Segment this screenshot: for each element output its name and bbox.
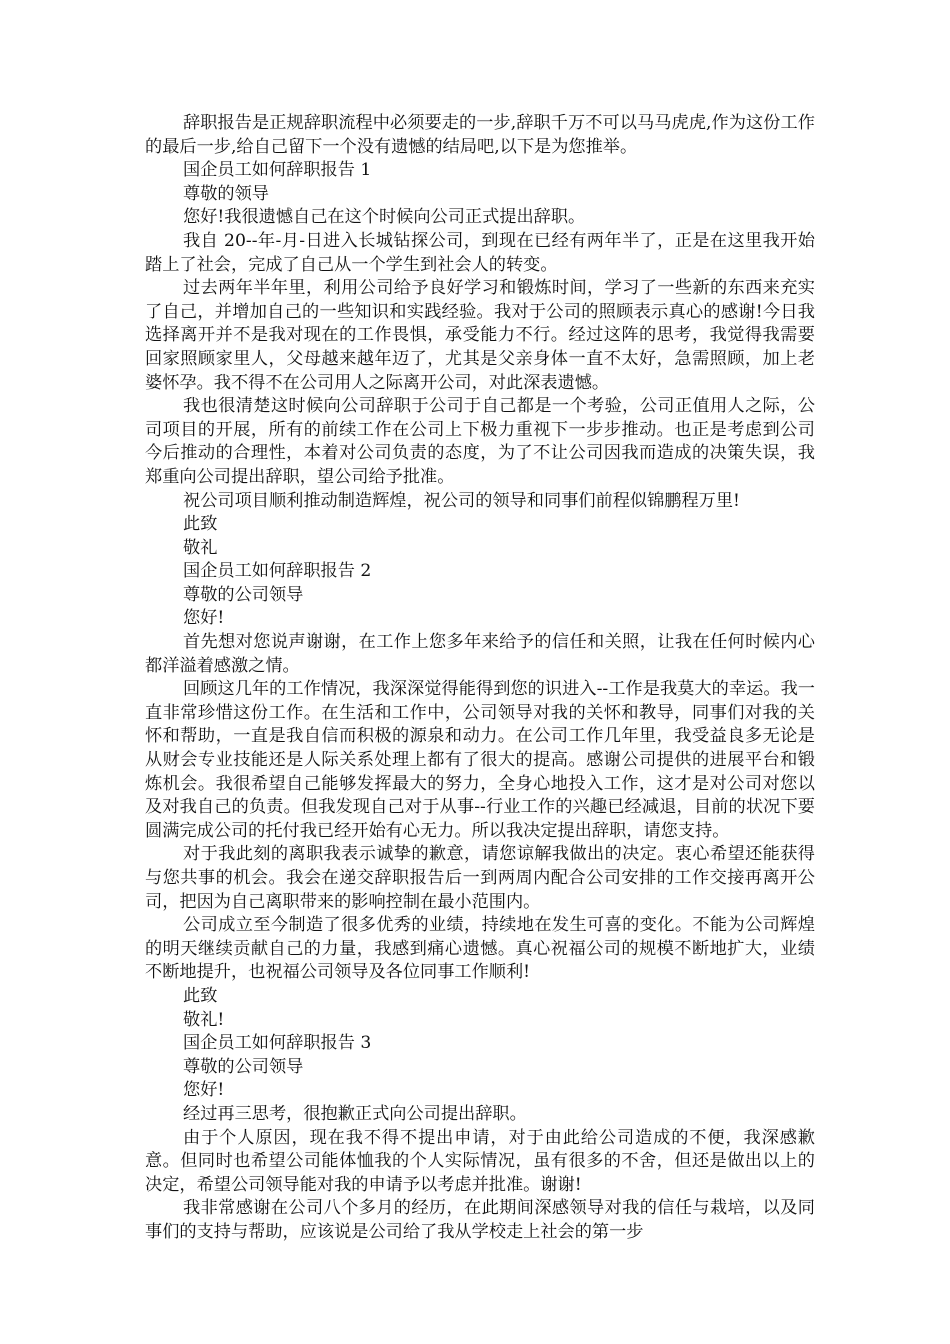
body-paragraph: 公司成立至今制造了很多优秀的业绩，持续地在发生可喜的变化。不能为公司辉煌的明天继续贡献自己的力量，我感到痛心遗憾。真心祝福公司的规模不断地扩大，业绩不断地提升，也祝福公司领导及各位同事工作顺利! (145, 915, 815, 983)
body-paragraph: 我也很清楚这时候向公司辞职于公司于自己都是一个考验，公司正值用人之际，公司项目的开展，所有的前续工作在公司上下极力重视下一步步推动。也正是考虑到公司今后推动的合理性，本着对公司负责的态度，为了不让公司因我而造成的决策失误，我郑重向公司提出辞职，望公司给予批准。 (145, 396, 815, 487)
greeting-line: 您好! (183, 608, 225, 629)
body-paragraph: 经过再三思考，很抱歉正式向公司提出辞职。 (183, 1103, 527, 1124)
greeting-line: 您好! (183, 1080, 225, 1101)
body-paragraph: 我自 20--年-月-日进入长城钻探公司，到现在已经有两年半了，正是在这里我开始踏上了社会，完成了自己从一个学生到社会人的转变。 (145, 230, 815, 275)
body-paragraph: 对于我此刻的离职我表示诚挚的歉意，请您谅解我做出的决定。衷心希望还能获得与您共事的机会。我会在递交辞职报告后一到两周内配合公司安排的工作交接再离开公司，把因为自己离职带来的影响控制在最小范围内。 (145, 844, 815, 912)
document-page (145, 112, 815, 1245)
closing-line: 此致 (183, 985, 218, 1006)
body-paragraph: 过去两年半年里，利用公司给予良好学习和锻炼时间，学习了一些新的东西来充实了自己，并增加自己的一些知识和实践经验。我对于公司的照顾表示真心的感谢!今日我选择离开并不是我对现在的工作畏惧，承受能力不行。经过这阵的思考，我觉得我需要回家照顾家里人，父母越来越年迈了，尤其是父亲身体一直不太好，急需照顾，加上老婆怀孕。我不得不在公司用人之际离开公司，对此深表遗憾。 (145, 278, 815, 393)
section-title-1: 国企员工如何辞职报告 1 (183, 160, 372, 181)
body-paragraph: 我非常感谢在公司八个多月的经历，在此期间深感领导对我的信任与栽培，以及同事们的支持与帮助，应该说是公司给了我从学校走上社会的第一步 (145, 1198, 815, 1242)
closing-line: 敬礼! (183, 1009, 225, 1030)
body-paragraph: 首先想对您说声谢谢，在工作上您多年来给予的信任和关照，让我在任何时候内心都洋溢着感激之情。 (145, 632, 815, 676)
closing-line: 敬礼 (183, 537, 218, 558)
body-paragraph: 祝公司项目顺利推动制造辉煌，祝公司的领导和同事们前程似锦鹏程万里! (183, 490, 740, 511)
closing-line: 此致 (183, 514, 218, 535)
body-paragraph: 由于个人原因，现在我不得不提出申请，对于由此给公司造成的不便，我深感歉意。但同时也希望公司能体恤我的个人实际情况，虽有很多的不舍，但还是做出以上的决定，希望公司领导能对我的申请予以考虑并批准。谢谢! (145, 1127, 815, 1195)
section-title-3: 国企员工如何辞职报告 3 (183, 1033, 372, 1054)
intro-paragraph: 辞职报告是正规辞职流程中必须要走的一步,辞职千万不可以马马虎虎,作为这份工作的最后一步,给自己留下一个没有遗憾的结局吧,以下是为您推举。 (145, 113, 815, 157)
section-title-2: 国企员工如何辞职报告 2 (183, 561, 372, 582)
salutation-3: 尊敬的公司领导 (183, 1056, 304, 1077)
salutation-2: 尊敬的公司领导 (183, 584, 304, 605)
salutation-1: 尊敬的领导 (183, 183, 269, 204)
body-paragraph: 您好!我很遗憾自己在这个时候向公司正式提出辞职。 (183, 207, 586, 228)
body-paragraph: 回顾这几年的工作情况，我深深觉得能得到您的识进入--工作是我莫大的幸运。我一直非常珍惜这份工作。在生活和工作中，公司领导对我的关怀和教导，同事们对我的关怀和帮助，一直是我自信而积极的源泉和动力。在公司工作几年里，我受益良多无论是从财会专业技能还是人际关系处理上都有了很大的提高。感谢公司提供的进展平台和锻炼机会。我很希望自己能够发挥最大的努力，全身心地投入工作，这才是对公司对您以及对我自己的负责。但我发现自己对于从事--行业工作的兴趣已经减退，目前的状况下要圆满完成公司的托付我已经开始有心无力。所以我决定提出辞职，请您支持。 (145, 679, 815, 841)
